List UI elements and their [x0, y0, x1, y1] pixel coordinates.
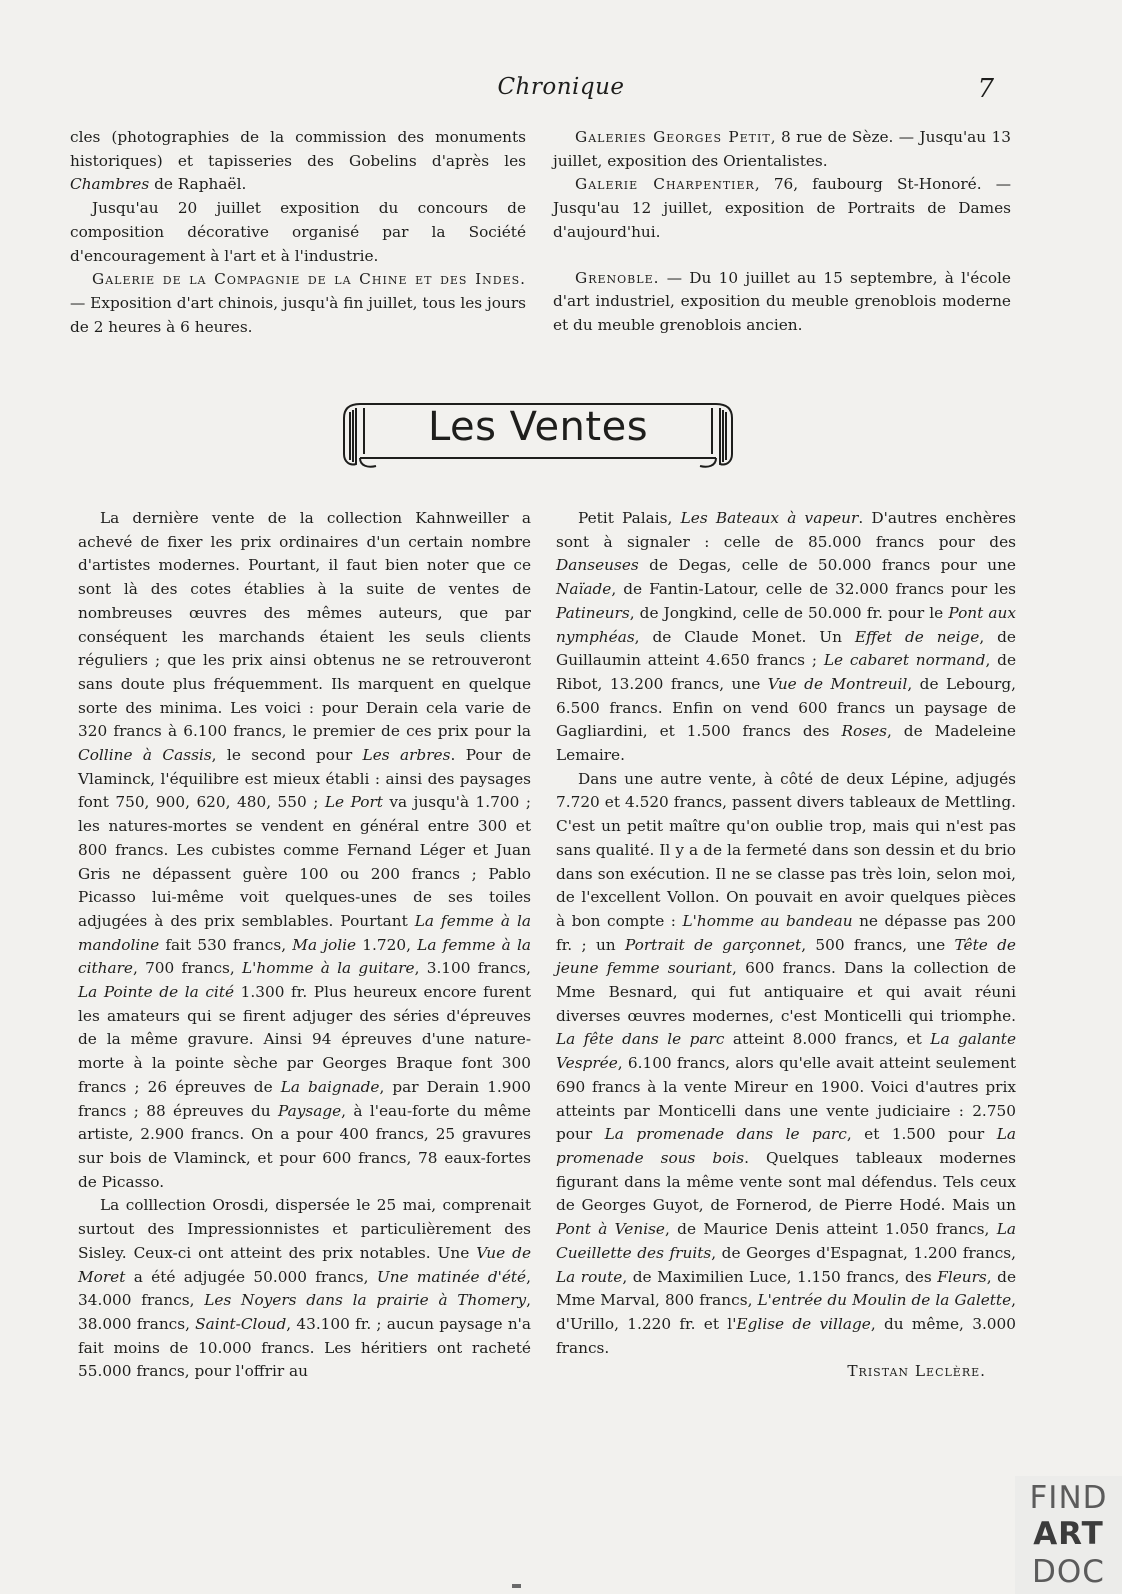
text-run: de Degas, celle de 50.000 francs pour une: [638, 556, 1016, 575]
artwork-title: Les arbres: [362, 746, 451, 765]
page-number: 7: [977, 74, 994, 104]
artwork-title: La Cueillette des fruits: [556, 1220, 1016, 1262]
text-run: , de Guillaumin atteint 4.650 francs ;: [556, 627, 1016, 670]
text-run: , le second pour: [211, 746, 363, 765]
text-run: , 6.100 francs, alors qu'elle avait atteint seulement 690 francs à la vente Mireur en 1900. Voici d'autres prix atteints par Monticelli dans une vente judiciaire : 2.750 pour: [556, 1054, 1016, 1144]
left-article-column: [78, 507, 531, 1384]
artwork-title: La route: [556, 1267, 623, 1286]
artwork-title: L'homme au bandeau: [682, 911, 853, 930]
text-run: Petit Palais,: [578, 509, 681, 527]
artwork-title: Pont aux nymphéas: [556, 603, 1017, 646]
article-paragraph: [78, 507, 531, 1194]
running-title: Chronique: [497, 74, 625, 100]
artwork-title: Vue de Moret: [78, 1243, 531, 1286]
paragraph-grenoble: Grenoble. — Du 10 juillet au 15 septembre, à l'école d'art industriel, exposition du meuble grenoblois moderne et du meuble grenoblois ancien.: [553, 268, 1011, 334]
artwork-title: La femme à la mandoline: [78, 911, 531, 954]
artwork-title: Les Noyers dans la prairie à Thomery: [204, 1291, 527, 1310]
artwork-title: L'entrée du Moulin de la Galette: [757, 1291, 1012, 1310]
text-run: Dans une autre vente, à côté de deux Lépine, adjugés 7.720 et 4.520 francs, passent divers tableaux de Mettling. C'est un petit maître qu'on oublie trop, mais qui n'est pas sans qualité. Il y a de la fermeté dans son dessin et du brio dans son exécution. Il ne se classe pas très loin, selon moi, de l'excellent Vollon. On pouvait en avoir quelques pièces à bon compte :: [556, 769, 1016, 930]
text-run: , de Maximilien Luce, 1.150 francs, des: [622, 1267, 938, 1286]
artwork-title: La galante Vesprée: [556, 1030, 1016, 1073]
text-run: , 700 francs,: [132, 959, 243, 978]
artwork-title: Patineurs: [556, 603, 630, 622]
artwork-title: La promenade dans le parc: [604, 1125, 847, 1144]
artwork-title: Ma jolie: [292, 935, 357, 954]
artwork-title: Le cabaret normand: [823, 651, 986, 670]
watermark-line: ART: [1033, 1516, 1104, 1552]
findartdoc-watermark: [1015, 1476, 1122, 1594]
text-run: La dernière vente de la collection Kahnweiller a achevé de fixer les prix ordinaires d'un certain nombre d'artistes modernes. Pourtant, il faut bien noter que ce sont là des cotes établies à la suite de ventes de nombreuses œuvres des mêmes auteurs, que par conséquent les marchands étaient les seuls clients réguliers ; que les prix ainsi obtenus ne se retrouveront sans doute plus fréquemment. Ils marquent en quelque sorte des minima. Les voici : pour Derain cela varie de 320 francs à 6.100 francs, le premier de ces prix pour la: [78, 509, 531, 741]
paragraph-galerie-chine: Galerie de la Compagnie de la Chine et des Indes. — Exposition d'art chinois, jusqu'à fin juillet, tous les jours de 2 heures à 6 heures.: [70, 270, 526, 336]
artwork-title: L'homme à la guitare: [242, 959, 415, 978]
artwork-title: Les Bateaux à vapeur: [680, 509, 859, 527]
page-mark: [512, 1584, 521, 1588]
article-paragraph: [556, 507, 1016, 768]
text-run: , 34.000 francs,: [78, 1267, 531, 1310]
article-paragraph: [556, 768, 1016, 1361]
text-run: 1.300 fr. Plus heureux encore furent les amateurs qui se firent adjuger des séries d'épreuves de la même gravure. Ainsi 94 épreuves d'une nature-morte à la pointe sèche par Georges Braque font 300 francs ; 26 épreuves de: [78, 983, 531, 1096]
artwork-title: Danseuses: [556, 556, 639, 575]
text-run: , à l'eau-forte du même artiste, 2.900 francs. On a pour 400 francs, 25 gravures sur bois de Vlaminck, et pour 600 francs, 78 eaux-fortes de Picasso.: [78, 1101, 531, 1191]
text-run: , de Claude Monet. Un: [634, 627, 855, 646]
running-head: [0, 74, 1122, 108]
text-run: , 600 francs. Dans la collection de Mme Besnard, qui fut antiquaire et qui avait réuni diverses œuvres modernes, c'est Monticelli qui triomphe.: [556, 959, 1016, 1025]
artwork-title: La fête dans le parc: [556, 1030, 725, 1049]
artwork-title: Roses: [841, 722, 887, 741]
text-run: , de Fantin-Latour, celle de 32.000 francs pour les: [611, 580, 1016, 599]
artwork-title: Effet de neige: [854, 627, 980, 646]
text-run: ne dépasse pas 200 fr. ; un: [556, 911, 1017, 954]
artwork-title: Une matinée d'été: [376, 1267, 527, 1286]
text-run: . Pour de Vlaminck, l'équilibre est mieux établi : ainsi des paysages font 750, 900, 620, 480, 550 ;: [78, 746, 531, 812]
artwork-title: Colline à Cassis: [78, 746, 212, 765]
right-article-column: [556, 507, 1016, 1384]
text-run: atteint 8.000 francs, et: [724, 1030, 931, 1049]
section-title: Les Ventes: [427, 404, 649, 450]
top-left-column: [70, 126, 526, 339]
text-run: , du même, 3.000 francs.: [556, 1314, 1016, 1357]
text-run: fait 530 francs,: [159, 935, 293, 954]
spacer: [553, 245, 1011, 267]
text-run: , 43.100 fr. ; aucun paysage n'a fait moins de 10.000 francs. Les héritiers ont racheté 55.000 francs, pour l'offrir au: [78, 1314, 531, 1381]
venue-name: Galeries Georges Petit: [575, 128, 771, 146]
top-right-column: [553, 126, 1011, 338]
text-run: 1.720,: [356, 935, 418, 954]
text-run: , d'Urillo, 1.220 fr. et l': [556, 1291, 1016, 1333]
artwork-title: Eglise de village: [736, 1314, 871, 1333]
text-run: La colllection Orosdi, dispersée le 25 mai, comprenait surtout des Impressionnistes et particulièrement des Sisley. Ceux-ci ont atteint des prix notables. Une: [78, 1196, 531, 1262]
author-signature: Tristan Leclère.: [847, 1362, 986, 1381]
text-run: , de Ribot, 13.200 francs, une: [556, 651, 1016, 693]
artwork-title: Saint-Cloud: [195, 1314, 287, 1333]
text-run: , de Maurice Denis atteint 1.050 francs,: [665, 1220, 997, 1239]
text-run: . Quelques tableaux modernes figurant dans la même vente sont mal défendus. Tels ceux de Georges Guyot, de Fornerod, de Pierre Hodé. Mais un: [556, 1148, 1016, 1215]
artwork-title: Naïade: [556, 580, 612, 599]
text-run: , 3.100 francs,: [414, 959, 531, 978]
venue-name: Grenoble.: [575, 268, 660, 287]
article-paragraph: [78, 1194, 531, 1384]
artwork-title: La femme à la cithare: [78, 935, 532, 978]
paragraph-charpentier: Galerie Charpentier, 76, faubourg St-Honoré. — Jusqu'au 12 juillet, exposition de Portraits de Dames d'aujourd'hui.: [553, 175, 1011, 241]
artwork-title: Portrait de garçonnet: [624, 935, 802, 954]
paragraph-concours: Jusqu'au 20 juillet exposition du concours de composition décorative organisé par la Société d'encouragement à l'art et à l'industrie.: [70, 199, 526, 265]
text-run: , 38.000 francs,: [78, 1291, 531, 1333]
watermark-line: DOC: [1032, 1554, 1105, 1590]
paragraph-georges-petit: Galeries Georges Petit, 8 rue de Sèze. — Jusqu'au 13 juillet, exposition des Orientalistes.: [553, 128, 1011, 170]
text-run: , de Jongkind, celle de 50.000 fr. pour le: [629, 603, 949, 622]
artwork-title: La promenade sous bois: [556, 1125, 1016, 1167]
text-run: , de Madeleine Lemaire.: [556, 722, 1016, 765]
artwork-title: La baignade: [280, 1077, 380, 1096]
artwork-title: Tête de jeune femme souriant: [556, 935, 1016, 978]
artwork-title: Paysage: [277, 1101, 342, 1120]
artwork-title: La Pointe de la cité: [78, 983, 235, 1002]
venue-name: Galerie de la Compagnie de la Chine et des Indes.: [92, 270, 526, 289]
artwork-title: Fleurs: [937, 1267, 987, 1286]
paragraph-chambres: cles (photographies de la commission des monuments historiques) et tapisseries des Gobelins d'après les Chambres de Raphaël.: [70, 128, 526, 194]
artwork-title: Pont à Venise: [556, 1220, 665, 1239]
section-banner: [338, 396, 738, 472]
artwork-title: Vue de Montreuil: [767, 674, 908, 693]
text-run: a été adjugée 50.000 francs,: [125, 1267, 377, 1286]
artwork-title: Le Port: [324, 793, 383, 812]
text-run: . D'autres enchères sont à signaler : celle de 85.000 francs pour des: [556, 509, 1017, 551]
venue-name: Galerie Charpentier: [575, 175, 755, 194]
text-run: , de Georges d'Espagnat, 1.200 francs,: [711, 1243, 1016, 1262]
watermark-line: FIND: [1029, 1480, 1108, 1516]
text-run: , 500 francs, une: [801, 935, 955, 954]
text-run: va jusqu'à 1.700 ; les natures-mortes se vendent en général entre 300 et 800 francs. Les cubistes comme Fernand Léger et Juan Gris ne dépassent guère 100 ou 200 francs ; Pablo Picasso lui-même voit quelques-unes de ses toiles adjugées à des prix semblables. Pourtant: [78, 793, 531, 930]
right-article-body: [556, 507, 1016, 1360]
text-run: , de Lebourg, 6.500 francs. Enfin on vend 600 francs un paysage de Gagliardini, et 1.500 francs des: [556, 674, 1017, 741]
text-run: , par Derain 1.900 francs ; 88 épreuves du: [78, 1077, 531, 1120]
text-run: , et 1.500 pour: [846, 1125, 997, 1144]
text-run: , de Mme Marval, 800 francs,: [556, 1267, 1016, 1310]
